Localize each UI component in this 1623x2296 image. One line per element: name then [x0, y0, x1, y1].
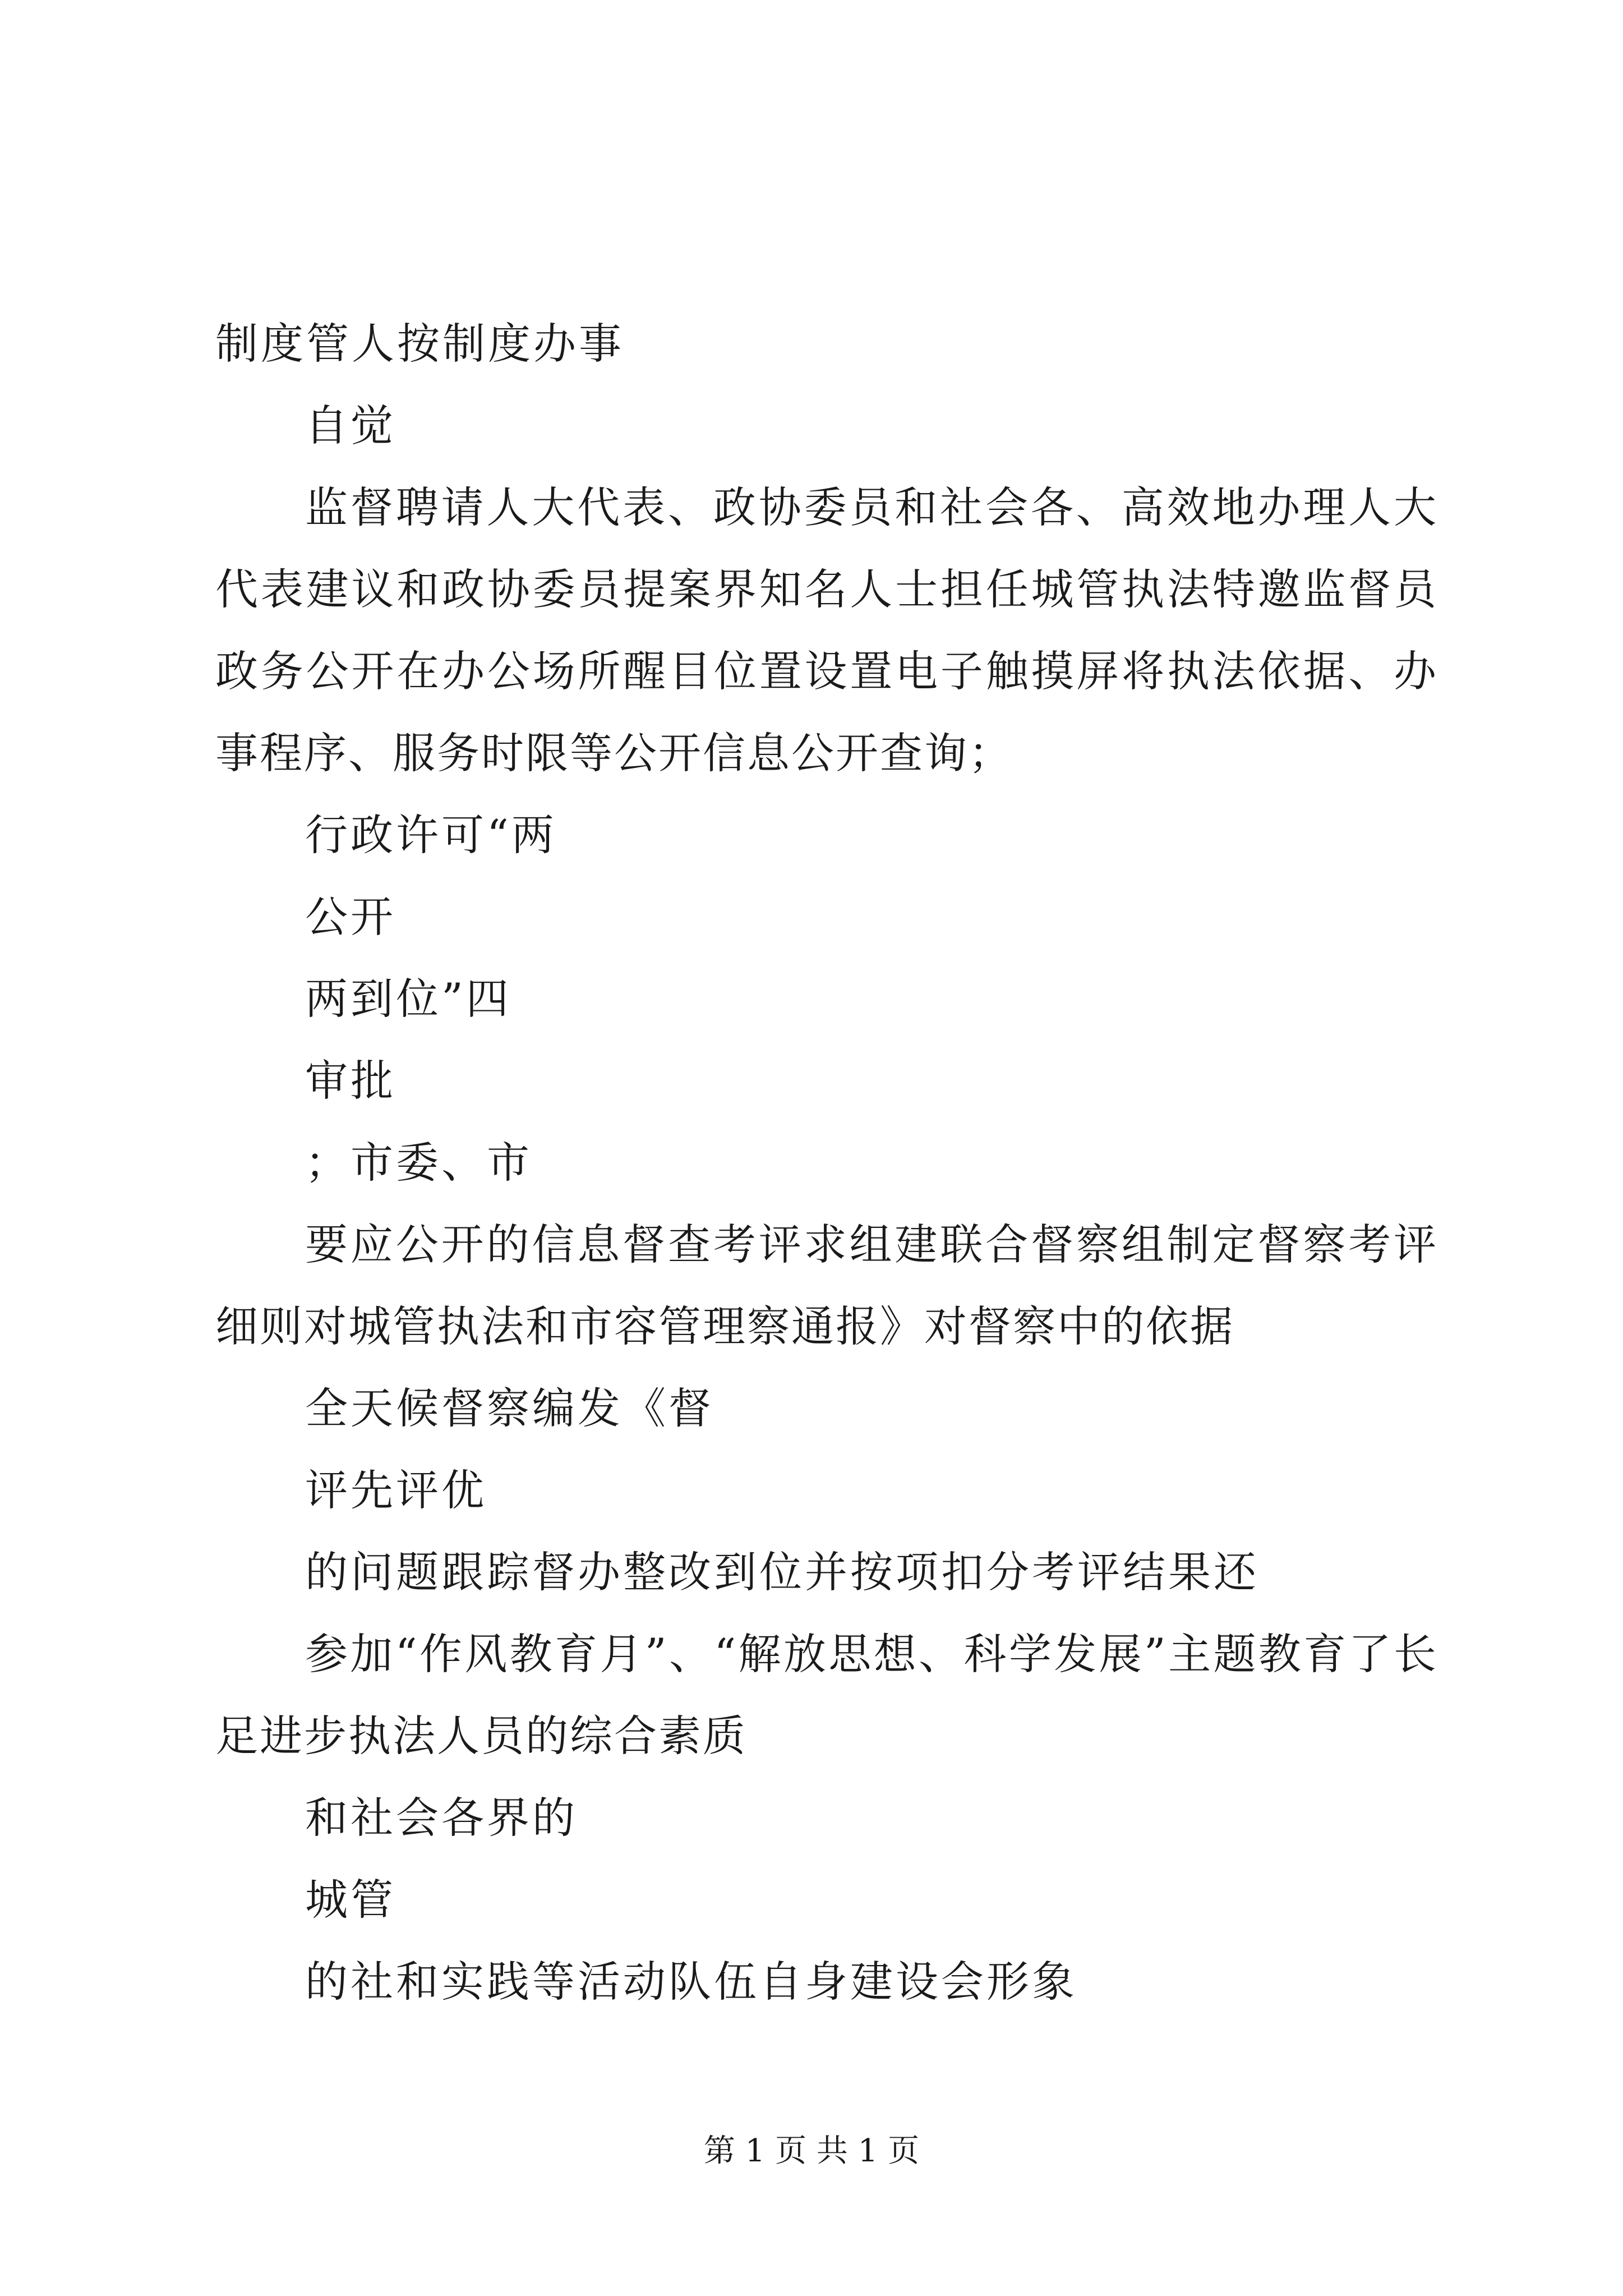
- text-line: 全天候督察编发《督: [305, 1383, 714, 1433]
- text-line: 和社会各界的: [305, 1793, 578, 1843]
- document-body: [215, 303, 1438, 2023]
- text-line: ；市委、市: [305, 1138, 532, 1188]
- text-line: 行政许可“两: [305, 810, 557, 860]
- text-line: 公开: [305, 892, 396, 942]
- text-line: 评先评优: [305, 1465, 487, 1515]
- text-line: 城管: [305, 1875, 396, 1925]
- text-line: 自觉: [305, 401, 396, 450]
- text-paragraph: 要应公开的信息督查考评求组建联合督察组制定督察考评细则对城管执法和市容管理察通报》对督察中的依据: [215, 1220, 1438, 1351]
- text-line: 制度管人按制度办事: [215, 319, 624, 369]
- text-line: 两到位”四: [305, 974, 511, 1024]
- text-line: 审批: [305, 1056, 396, 1106]
- text-line: 的问题跟踪督办整改到位并按项扣分考评结果还: [305, 1547, 1259, 1597]
- page-footer: 第 1 页 共 1 页: [703, 2133, 920, 2169]
- text-paragraph: 参加“作风教育月”、“解放思想、科学发展”主题教育了长足进步执法人员的综合素质: [215, 1629, 1438, 1761]
- text-line: 的社和实践等活动队伍自身建设会形象: [305, 1957, 1077, 2007]
- text-paragraph: 监督聘请人大代表、政协委员和社会各、高效地办理人大代表建议和政协委员提案界知名人士担任城管执法特邀监督员政务公开在办公场所醒目位置设置电子触摸屏将执法依据、办事程序、服务时限等公开信息公开查询；: [215, 482, 1438, 778]
